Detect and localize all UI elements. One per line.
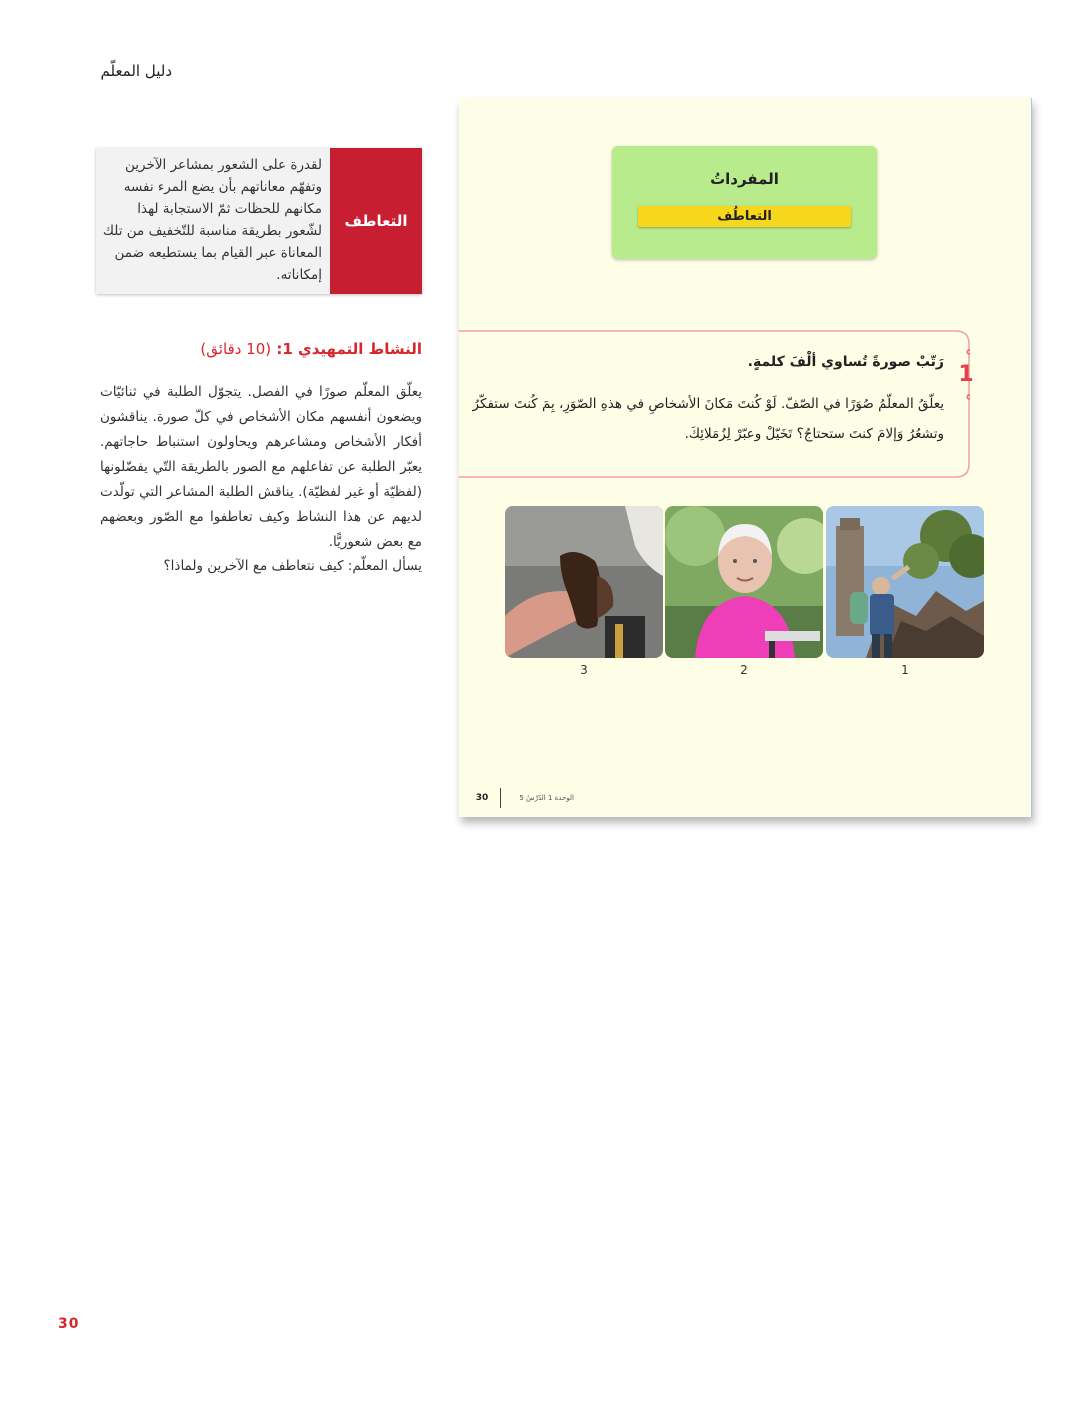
page-number: 30	[58, 1316, 80, 1332]
exercise-number: 1	[958, 362, 974, 387]
definition-term: التعاطف	[330, 148, 422, 294]
holding-hands-photo	[505, 506, 663, 658]
photo-caption: 3	[580, 663, 588, 677]
vocabulary-card	[612, 146, 877, 259]
activity-question: يسأل المعلّم: كيف نتعاطف مع الآخرين ولماذا؟	[163, 558, 422, 574]
guide-title: دليل المعلّم	[100, 62, 172, 80]
book-unit-label: الوحدة 1 الدّرْسُ 5	[519, 794, 574, 802]
photo-caption: 2	[740, 663, 748, 677]
activity-body: يعلّق المعلّم صورًا في الفصل. يتجوّل الطلبة في ثنائيّات ويضعون أنفسهم مكان الأشخاص في كلّ صورة. يناقشون أفكار الأشخاص ومشاعرهم ويحاولون استنباط حاجاتهم. يعبّر الطلبة عن تفاعلهم مع الصور بالطريقة التّي يفضّلونها (لفظيّة أو غير لفظيّة). يناقش الطلبة المشاعر التي تولّدت لديهم عن هذا النشاط وكيف تعاطفوا مع الصّور وبعضهم مع بعض شعوريًّا.	[100, 384, 422, 550]
exercise-instruction: رَتّبْ صورةً تُساوي ألْفَ كلمةٍ.	[747, 354, 944, 370]
photo-caption: 1	[901, 663, 909, 677]
exercise-text-line-2: وتشعُرُ وَإلامَ كنتَ ستحتاجُ؟ تَخَيّلْ وعبّرْ لِزُمَلائِكَ.	[684, 426, 944, 442]
vocabulary-title: المفرداتُ	[710, 170, 779, 188]
activity-time: (10 دقائق)	[200, 340, 272, 358]
elderly-man-ruins-photo	[826, 506, 984, 658]
elderly-woman-photo	[665, 506, 823, 658]
footer-divider	[500, 788, 501, 808]
exercise-text-line-1: يعلّقُ المعلّمُ صُوَرًا في الصّفّ. لَوْ كُنتَ مَكانَ الأشخاصِ في هذهِ الصّوَرِ، بِمَ كُنتَ ستفكّرُ	[472, 396, 944, 412]
definition-text: لقدرة على الشعور بمشاعر الآخرين وتفهّم معاناتهم بأن يضع المرء نفسه مكانهم للحظات ثمّ الاستجابة لهذا لشّعور بطريقة مناسبة للتّخفيف من تلك المعاناة عبر القيام بما يستطيعه ضمن إمكاناته.	[102, 157, 322, 283]
activity-heading	[150, 340, 422, 358]
activity-title: النشاط التمهيدي 1:	[276, 340, 422, 358]
book-page-number: 30	[475, 793, 489, 803]
vocabulary-word: التعاطُف	[638, 206, 851, 227]
